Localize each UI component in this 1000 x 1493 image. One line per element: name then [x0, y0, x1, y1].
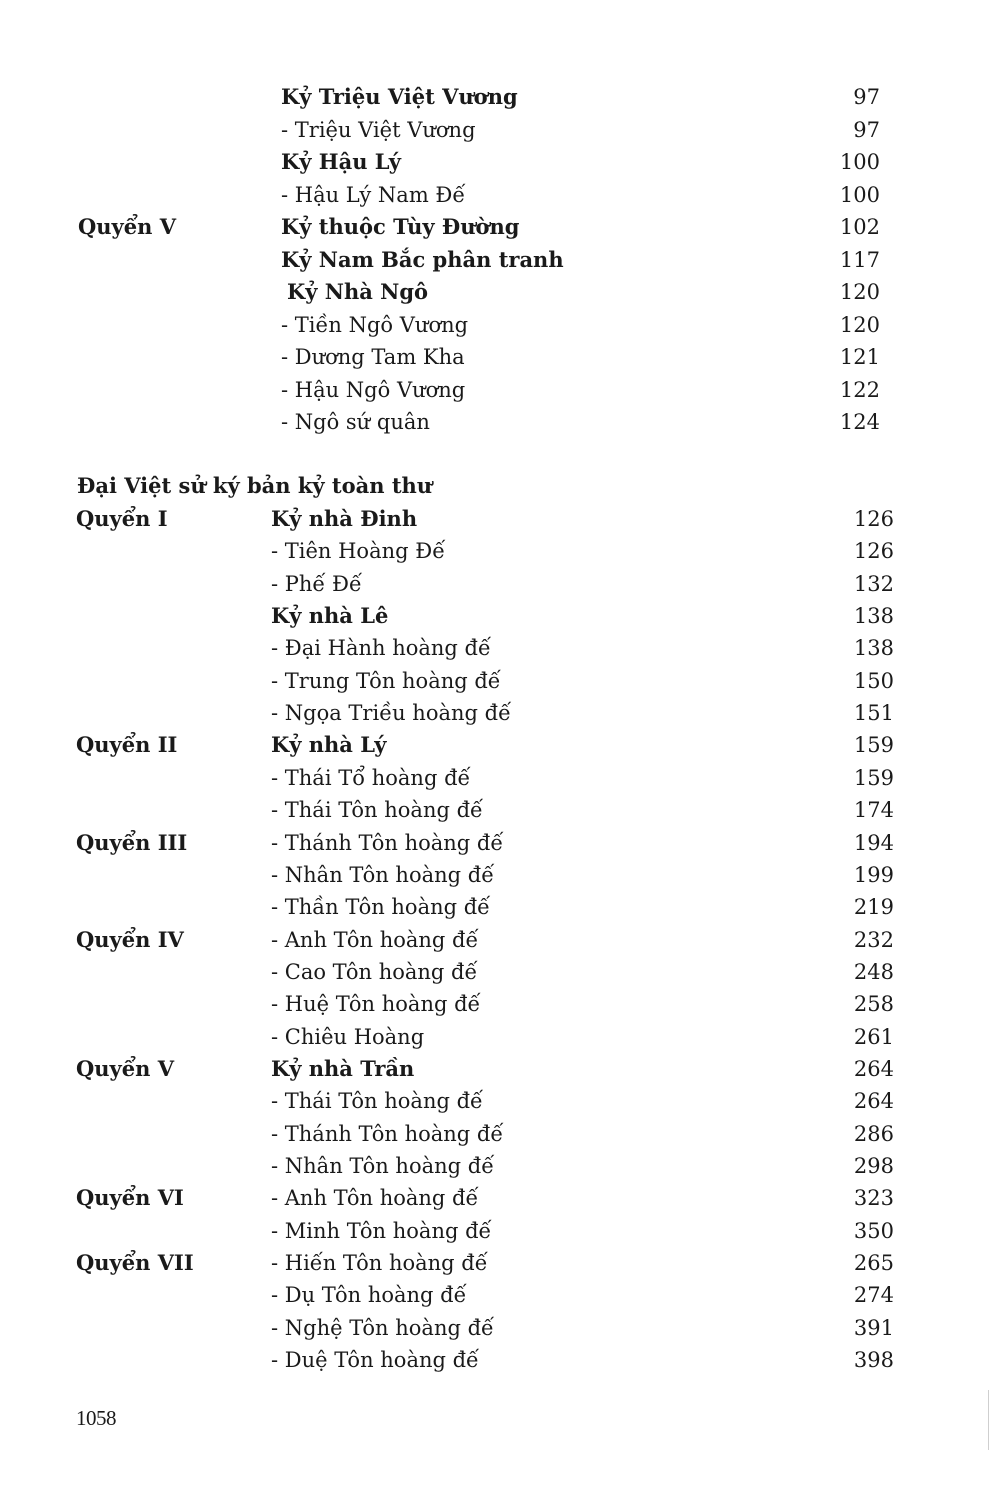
volume-label: Quyển IV	[76, 926, 184, 952]
toc-entry	[0, 988, 1000, 1020]
page-ref: 261	[853, 1024, 894, 1049]
chapter-title: Kỷ nhà Lý	[271, 732, 387, 758]
chapter-title: Kỷ Nam Bắc phân tranh	[281, 246, 564, 272]
volume-label: Quyển III	[76, 829, 188, 855]
toc-entry	[0, 891, 1000, 923]
reign-title: - Duệ Tôn hoàng đế	[271, 1348, 479, 1373]
toc-entry	[0, 794, 1000, 826]
toc-entry	[0, 503, 1000, 535]
toc-entry	[0, 341, 1000, 373]
page-ref: 265	[853, 1251, 894, 1276]
reign-title: - Dụ Tôn hoàng đế	[271, 1283, 467, 1308]
toc-entry	[0, 632, 1000, 664]
toc-entry	[0, 309, 1000, 341]
page-ref: 274	[853, 1283, 894, 1308]
page-ref: 126	[853, 507, 894, 531]
reign-title: - Thái Tổ hoàng đế	[271, 765, 471, 790]
toc-entry	[0, 1312, 1000, 1344]
reign-title: - Phế Đế	[271, 571, 362, 596]
page-ref: 159	[853, 733, 894, 758]
toc-entry	[0, 179, 1000, 211]
toc-entry	[0, 729, 1000, 761]
toc-entry	[0, 827, 1000, 859]
toc-entry	[0, 697, 1000, 729]
chapter-title: Kỷ nhà Đinh	[271, 506, 418, 531]
toc-entry	[0, 1182, 1000, 1214]
page-ref: 150	[853, 668, 894, 693]
reign-title: - Hiến Tôn hoàng đế	[271, 1251, 488, 1276]
toc-entry	[0, 956, 1000, 988]
page-ref: 124	[839, 410, 880, 434]
book-heading: Đại Việt sử ký bản kỷ toàn thư	[77, 473, 433, 498]
page-ref: 126	[853, 539, 894, 564]
volume-label: Quyển I	[76, 506, 168, 531]
toc-entry	[0, 1247, 1000, 1279]
page-number: 1058	[76, 1406, 116, 1430]
chapter-title: Kỷ thuộc Tùy Đường	[281, 214, 520, 239]
toc-entry	[0, 1344, 1000, 1376]
volume-label: Quyển VII	[76, 1250, 194, 1276]
toc-entry	[0, 211, 1000, 243]
volume-label: Quyển II	[76, 732, 178, 758]
page-ref: 97	[853, 85, 880, 109]
toc-entry	[0, 1279, 1000, 1311]
page-ref: 258	[853, 992, 894, 1017]
reign-title: - Nghệ Tôn hoàng đế	[271, 1315, 494, 1340]
reign-title: - Cao Tôn hoàng đế	[271, 959, 478, 984]
toc-entry	[0, 114, 1000, 146]
page-ref: 248	[853, 959, 894, 984]
toc-entry	[0, 1021, 1000, 1053]
toc-entry	[0, 244, 1000, 276]
chapter-title: Kỷ Nhà Ngô	[287, 279, 429, 304]
page-ref: 121	[839, 345, 880, 369]
page-ref: 120	[839, 312, 880, 337]
page-ref: 286	[853, 1121, 894, 1146]
toc-entry	[0, 568, 1000, 600]
chapter-title: Kỷ Triệu Việt Vương	[281, 84, 518, 109]
reign-title: - Huệ Tôn hoàng đế	[271, 992, 481, 1017]
reign-title: - Thái Tôn hoàng đế	[271, 798, 483, 823]
page-ref: 138	[853, 604, 894, 629]
toc-entry	[0, 81, 1000, 113]
toc-entry	[0, 762, 1000, 794]
chapter-title: Kỷ nhà Trần	[271, 1055, 415, 1081]
reign-title: - Thánh Tôn hoàng đế	[271, 1121, 504, 1146]
reign-title: - Hậu Lý Nam Đế	[281, 182, 466, 207]
reign-title: - Thái Tôn hoàng đế	[271, 1089, 483, 1114]
toc-entry	[0, 146, 1000, 178]
toc-entry	[0, 1118, 1000, 1150]
volume-label: Quyển VI	[76, 1185, 184, 1211]
reign-title: - Hậu Ngô Vương	[281, 377, 466, 402]
page-ref: 350	[853, 1218, 894, 1243]
volume-label: Quyển V	[78, 214, 176, 239]
chapter-title: Kỷ Hậu Lý	[281, 149, 402, 174]
toc-entry	[0, 1053, 1000, 1085]
reign-title: - Minh Tôn hoàng đế	[271, 1218, 492, 1243]
page-ref: 100	[839, 182, 880, 207]
page-ref: 100	[839, 150, 880, 174]
reign-title: - Tiền Ngô Vương	[281, 312, 469, 337]
page-ref: 117	[839, 247, 880, 272]
reign-title: - Triệu Việt Vương	[281, 117, 476, 142]
volume-label: Quyển V	[76, 1055, 174, 1081]
toc-entry	[0, 859, 1000, 891]
reign-title: - Đại Hành hoàng đế	[271, 636, 491, 661]
toc-entry	[0, 1215, 1000, 1247]
reign-title: - Anh Tôn hoàng đế	[271, 927, 479, 952]
page-ref: 159	[853, 765, 894, 790]
toc-entry	[0, 924, 1000, 956]
page-ref: 199	[853, 862, 894, 887]
toc-entry	[0, 276, 1000, 308]
page-ref: 132	[853, 571, 894, 596]
toc-entry	[0, 1085, 1000, 1117]
toc-entry	[0, 1150, 1000, 1182]
toc-entry	[0, 374, 1000, 406]
reign-title: - Ngọa Triều hoàng đế	[271, 701, 512, 726]
page-ref: 219	[853, 895, 894, 920]
page-ref: 194	[853, 830, 894, 855]
page-ref: 398	[853, 1348, 894, 1373]
reign-title: - Dương Tam Kha	[281, 345, 465, 369]
page-ref: 264	[853, 1089, 894, 1114]
toc-entry	[0, 665, 1000, 697]
page-ref: 174	[853, 798, 894, 823]
reign-title: - Nhân Tôn hoàng đế	[271, 862, 495, 887]
page-ref: 120	[839, 280, 880, 304]
page-ref: 232	[853, 927, 894, 952]
toc-entry	[0, 600, 1000, 632]
reign-title: - Ngô sứ quân	[281, 410, 430, 434]
toc-entry	[0, 406, 1000, 438]
reign-title: - Anh Tôn hoàng đế	[271, 1186, 479, 1211]
page-ref: 102	[839, 215, 880, 239]
page-ref: 122	[839, 377, 880, 402]
reign-title: - Trung Tôn hoàng đế	[271, 668, 501, 693]
page-ref: 97	[853, 117, 880, 142]
reign-title: - Thánh Tôn hoàng đế	[271, 830, 504, 855]
reign-title: - Chiêu Hoàng	[271, 1024, 425, 1049]
page-ref: 298	[853, 1154, 894, 1178]
reign-title: - Nhân Tôn hoàng đế	[271, 1154, 495, 1178]
page-ref: 323	[853, 1186, 894, 1211]
page-ref: 391	[853, 1315, 894, 1340]
reign-title: - Thần Tôn hoàng đế	[271, 895, 491, 920]
page-ref: 138	[853, 636, 894, 661]
toc-entry	[0, 535, 1000, 567]
scan-edge-mark	[988, 1390, 989, 1450]
reign-title: - Tiên Hoàng Đế	[271, 539, 446, 564]
chapter-title: Kỷ nhà Lê	[271, 603, 389, 629]
page-ref: 264	[853, 1056, 894, 1081]
page-ref: 151	[853, 701, 894, 726]
